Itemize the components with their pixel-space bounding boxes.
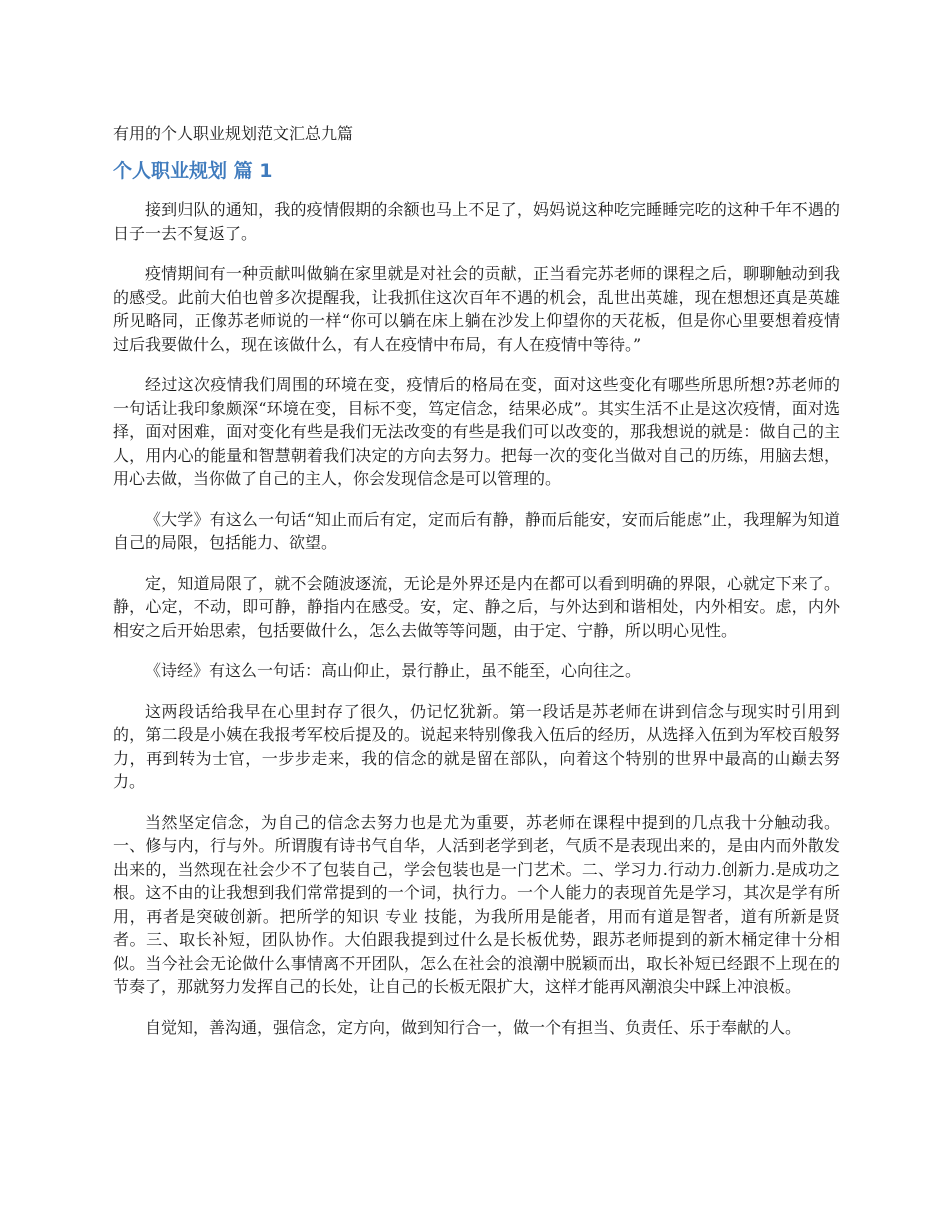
section-heading: 个人职业规划 篇 1 [113,160,273,182]
paragraph-6: 《诗经》有这么一句话：高山仰止，景行静止，虽不能至，心向往之。 [145,661,642,680]
paragraph-9: 自觉知，善沟通，强信念，定方向，做到知行合一，做一个有担当、负责任、乐于奉献的人。 [145,1017,802,1037]
document-page [113,122,840,1056]
paragraph-2: 疫情期间有一种贡献叫做躺在家里就是对社会的贡献，正当看完苏老师的课程之后，聊聊触动到我的感受。此前大伯也曾多次提醒我，让我抓住这次百年不遇的机会，乱世出英雄，现在想想还真是英雄所见略同，正像苏老师说的一样“你可以躺在床上躺在沙发上仰望你的天花板，但是你心里要想着疫情过后我要做什么，现在该做什么，有人在疫情中布局，有人在疫情中等待。” [113,264,840,354]
paragraph-5: 定，知道局限了，就不会随波逐流，无论是外界还是内在都可以看到明确的界限，心就定下来了。静，心定，不动，即可静，静指内在感受。安，定、静之后，与外达到和谐相处，内外相安。虑，内外相安之后开始思索，包括要做什么，怎么去做等等问题，由于定、宁静，所以明心见性。 [113,573,840,640]
paragraph-8: 当然坚定信念，为自己的信念去努力也是尤为重要，苏老师在课程中提到的几点我十分触动我。一、修与内，行与外。所谓腹有诗书气自华，人活到老学到老，气质不是表现出来的，是由内而外散发出来的，当然现在社会少不了包装自己，学会包装也是一门艺术。二、学习力.行动力.创新力.是成功之根。这不由的让我想到我们常常提到的一个词，执行力。一个人能力的表现首先是学习，其次是学有所用，再者是突破创新。把所学的知识 专业 技能，为我所用是能者，用而有道是智者，道有所新是贤者。三、取长补短，团队协作。大伯跟我提到过什么是长板优势，跟苏老师提到的新木桶定律十分相似。当今社会无论做什么事情离不开团队，怎么在社会的浪潮中脱颖而出，取长补短已经跟不上现在的节奏了，那就努力发挥自己的长处，让自己的长板无限扩大，这样才能再风潮浪尖中踩上冲浪板。 [113,812,840,996]
paragraph-4: 《大学》有这么一句话“知止而后有定，定而后有静，静而后能安，安而后能虑”止，我理解为知道自己的局限，包括能力、欲望。 [113,509,840,552]
paragraph-7: 这两段话给我早在心里封存了很久，仍记忆犹新。第一段话是苏老师在讲到信念与现实时引用到的，第二段是小姨在我报考军校后提及的。说起来特别像我入伍后的经历，从选择入伍到为军校百般努力，再到转为士官，一步步走来，我的信念的就是留在部队，向着这个特别的世界中最高的山巅去努力。 [113,701,840,791]
paragraph-3: 经过这次疫情我们周围的环境在变，疫情后的格局在变，面对这些变化有哪些所思所想?苏老师的一句话让我印象颇深“环境在变，目标不变，笃定信念，结果必成”。其实生活不止是这次疫情，面对选择，面对困难，面对变化有些是我们无法改变的有些是我们可以改变的，那我想说的就是：做自己的主人，用内心的能量和智慧朝着我们决定的方向去努力。把每一次的变化当做对自己的历练，用脑去想，用心去做，当你做了自己的主人，你会发现信念是可以管理的。 [113,375,840,488]
paragraph-1: 接到归队的通知，我的疫情假期的余额也马上不足了，妈妈说这种吃完睡睡完吃的这种千年不遇的日子一去不复返了。 [113,200,840,243]
document-title: 有用的个人职业规划范文汇总九篇 [113,124,354,143]
